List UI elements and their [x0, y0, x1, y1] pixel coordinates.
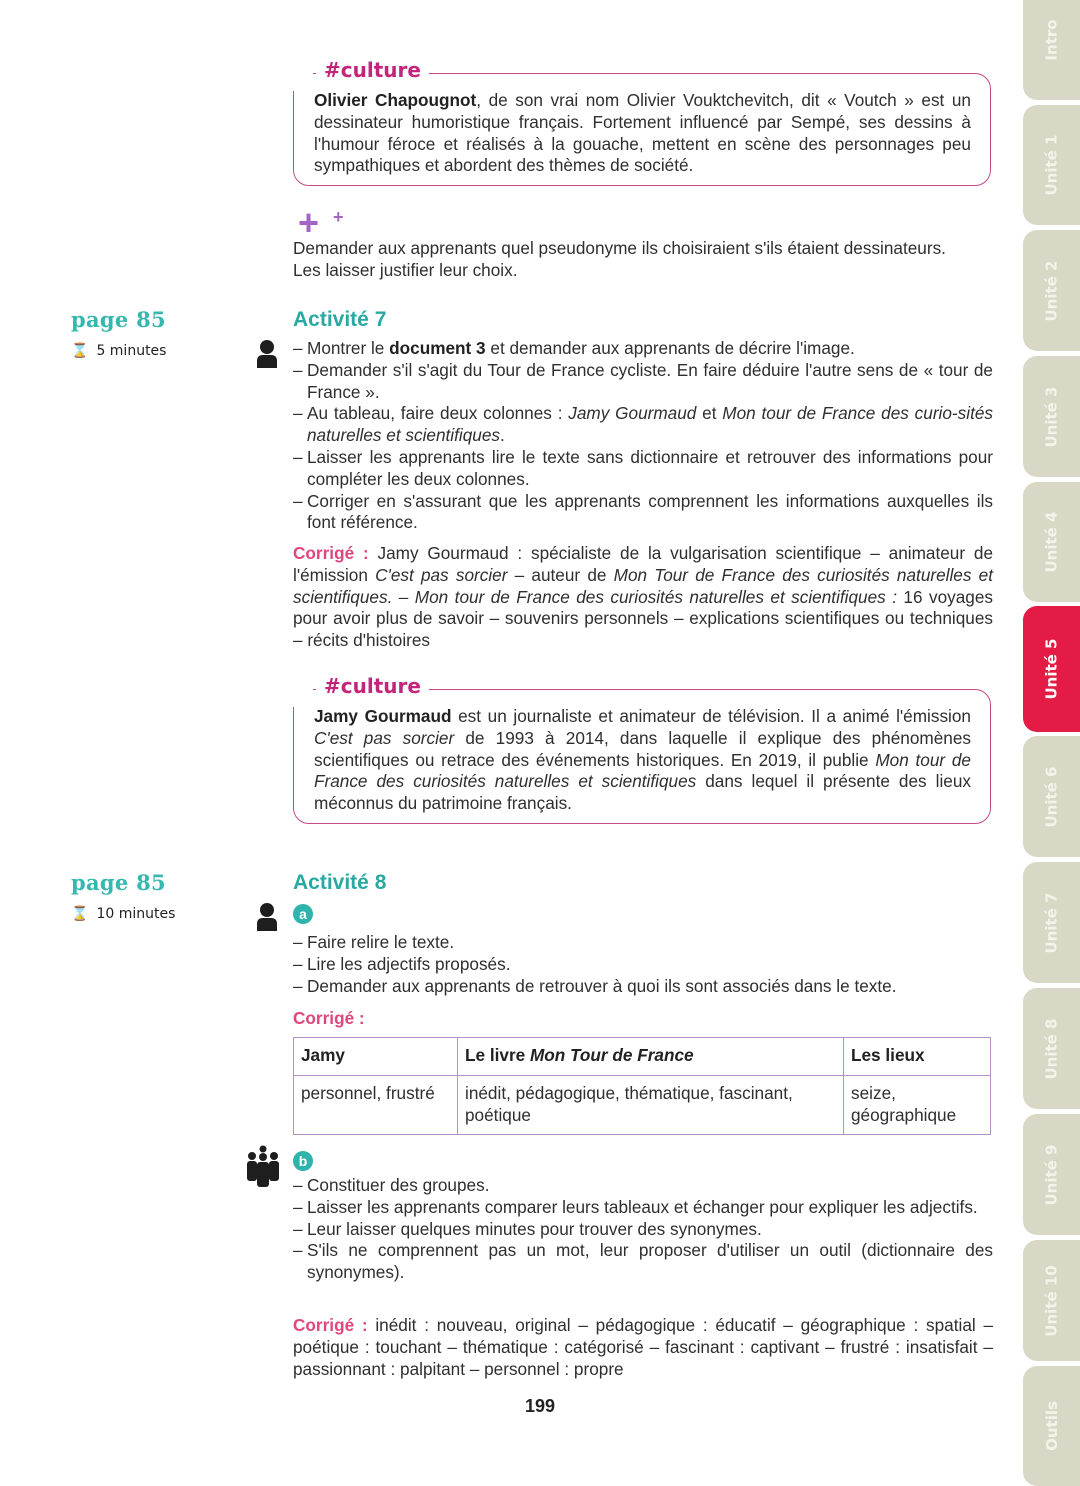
culture-body: , de son vrai nom Olivier Vouktchevitch, dit « Voutch » est un dessinateur humoristique français. Fortement influencé par Sempé, ses dessins à l'humour féroce et réalisés à la gouache, mettent en scène des personnages peu sympathiques et abordent des thèmes de société.	[314, 90, 971, 176]
box-corner-gap	[291, 687, 313, 707]
table-header: Les lieux	[844, 1038, 991, 1076]
tab-unite-4[interactable]: Unité 4	[1023, 482, 1080, 602]
tab-unite-8[interactable]: Unité 8	[1023, 988, 1080, 1109]
activity-8b-steps	[293, 1175, 993, 1284]
step: – Corriger en s'assurant que les apprenants comprennent les informations auxquelles ils font référence.	[293, 491, 993, 535]
tab-unite-3[interactable]: Unité 3	[1023, 356, 1080, 477]
hourglass-icon: ⌛	[71, 343, 89, 359]
culture-box-gourmaud	[293, 674, 991, 824]
culture-title: #culture	[316, 58, 429, 82]
activity-7-steps	[293, 338, 993, 534]
table-cell: personnel, frustré	[294, 1075, 458, 1135]
table-row	[294, 1075, 991, 1135]
culture-name: Jamy Gourmaud	[314, 706, 452, 726]
tab-unite-1[interactable]: Unité 1	[1023, 105, 1080, 225]
table-header-row	[294, 1038, 991, 1076]
duration-text: 5 minutes	[96, 343, 167, 359]
tab-unite-2[interactable]: Unité 2	[1023, 230, 1080, 351]
duration-text: 10 minutes	[96, 906, 176, 922]
plus-icon-large: +	[298, 202, 320, 243]
step: – Leur laisser quelques minutes pour trouver des synonymes.	[293, 1219, 993, 1241]
part-a-badge: a	[293, 904, 313, 924]
step: – Au tableau, faire deux colonnes : Jamy Gourmaud et Mon tour de France des curio-sités naturelles et scientifiques.	[293, 403, 993, 447]
table-cell: seize, géographique	[844, 1075, 991, 1135]
person-icon	[256, 902, 278, 937]
table-header: Jamy	[294, 1038, 458, 1076]
activity-7-corrige: Corrigé : Jamy Gourmaud : spécialiste de la vulgarisation scientifique – animateur de l'émission C'est pas sorcier – auteur de Mon Tour de France des curiosités naturelles et scientifiques. – Mon tour de France des curiosités naturelles et scientifiques : 16 voyages pour avoir plus de savoir – souvenirs personnels – explications scientifiques ou techniques – récits d'histoires	[293, 543, 994, 651]
unit-tabs	[1023, 0, 1080, 1465]
step: – Constituer des groupes.	[293, 1175, 993, 1197]
culture-name: Olivier Chapougnot	[314, 90, 477, 110]
corrige-table	[293, 1037, 991, 1135]
tab-intro[interactable]: Intro	[1023, 0, 1080, 100]
table-header: Le livre Mon Tour de France	[458, 1038, 844, 1076]
group-icon	[246, 1145, 280, 1192]
extra-activity-text	[293, 238, 993, 282]
page-reference: page 85	[71, 870, 166, 895]
step: – S'ils ne comprennent pas un mot, leur proposer d'utiliser un outil (dictionnaire des synonymes).	[293, 1240, 993, 1284]
step: – Lire les adjectifs proposés.	[293, 954, 993, 976]
tab-outils[interactable]: Outils	[1023, 1366, 1080, 1486]
step: – Laisser les apprenants comparer leurs tableaux et échanger pour expliquer les adjectifs.	[293, 1197, 993, 1219]
person-icon	[256, 339, 278, 374]
activity-8b-corrige: Corrigé : inédit : nouveau, original – pédagogique : éducatif – géographique : spatial – poétique : touchant – thématique : catégorisé – fascinant : captivant – frustré : insatisfait – passionnant : palpitant – personnel : propre	[293, 1315, 994, 1379]
duration	[71, 906, 175, 922]
culture-text	[314, 90, 971, 177]
plus-icon-small: +	[333, 207, 344, 227]
step: – Faire relire le texte.	[293, 932, 993, 954]
step: – Demander aux apprenants de retrouver à quoi ils sont associés dans le texte.	[293, 976, 993, 998]
duration	[71, 343, 166, 359]
tab-unite-10[interactable]: Unité 10	[1023, 1240, 1080, 1361]
table-cell: inédit, pédagogique, thématique, fascinant, poétique	[458, 1075, 844, 1135]
corrige-label: Corrigé :	[293, 1315, 368, 1335]
part-b-badge: b	[293, 1151, 313, 1171]
activity-8a-steps	[293, 932, 993, 997]
culture-text: Jamy Gourmaud est un journaliste et animateur de télévision. Il a animé l'émission C'est pas sorcier de 1993 à 2014, dans laquelle il explique des phénomènes scientifiques ou retrace des événements historiques. En 2019, il publie Mon tour de France des curiosités naturelles et scientifiques dans lequel il présente des lieux méconnus du patrimoine français.	[314, 706, 971, 814]
hourglass-icon: ⌛	[71, 906, 89, 922]
page-number: 199	[525, 1396, 556, 1416]
culture-box-chapougnot	[293, 58, 991, 186]
step: – Montrer le document 3 et demander aux apprenants de décrire l'image.	[293, 338, 993, 360]
activity-7-title: Activité 7	[293, 308, 387, 331]
extra-line-1: Demander aux apprenants quel pseudonyme ils choisiraient s'ils étaient dessinateurs.	[293, 238, 946, 258]
tab-unite-7[interactable]: Unité 7	[1023, 862, 1080, 983]
step: – Laisser les apprenants lire le texte sans dictionnaire et retrouver des informations pour compléter les deux colonnes.	[293, 447, 993, 491]
culture-title: #culture	[316, 674, 429, 698]
corrige-label: Corrigé :	[293, 543, 369, 563]
corrige-label: Corrigé :	[293, 1008, 365, 1028]
tab-unite-5[interactable]: Unité 5	[1023, 606, 1080, 732]
tab-unite-6[interactable]: Unité 6	[1023, 736, 1080, 857]
page-reference: page 85	[71, 307, 166, 332]
extra-activity-icon	[298, 202, 344, 243]
extra-line-2: Les laisser justifier leur choix.	[293, 259, 518, 280]
step: – Demander s'il s'agit du Tour de France cycliste. En faire déduire l'autre sens de « tour de France ».	[293, 360, 993, 404]
tab-unite-9[interactable]: Unité 9	[1023, 1114, 1080, 1235]
box-corner-gap	[291, 71, 313, 91]
activity-8-title: Activité 8	[293, 871, 387, 894]
